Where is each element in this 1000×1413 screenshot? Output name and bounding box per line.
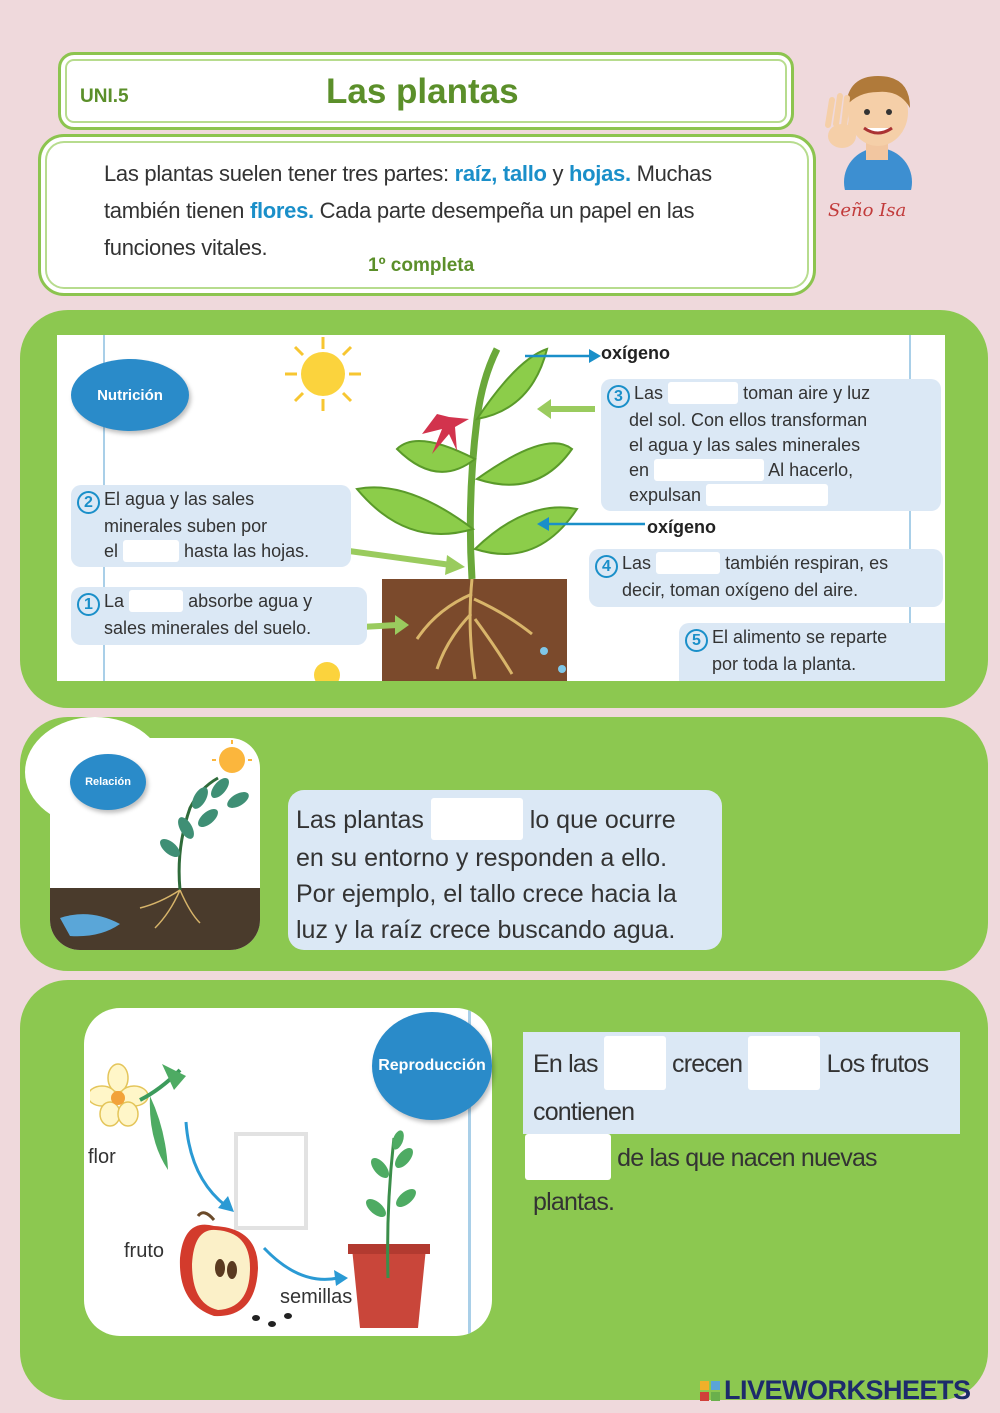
- keyword-hojas: hojas.: [568, 161, 631, 186]
- oxygen-label-mid: oxígeno: [647, 517, 717, 537]
- footer-logo-text: LIVEWORKSHEETS: [724, 1375, 971, 1405]
- step2-number: 2: [77, 491, 100, 514]
- reproduction-label: Reproducción: [372, 1012, 492, 1120]
- reproduction-blank-input-2[interactable]: [748, 1036, 820, 1090]
- oxygen-arrow-mid-icon: [535, 513, 647, 535]
- flower-label: flor: [88, 1146, 116, 1168]
- teacher-waving-icon: [818, 70, 928, 190]
- apple-half-icon: [174, 1208, 264, 1324]
- keyword-flores: flores.: [249, 198, 314, 223]
- arrow-fruit-plant-icon: [260, 1238, 350, 1288]
- complete-label: 1º completa: [368, 255, 475, 276]
- fruit-label: fruto: [124, 1240, 165, 1262]
- reproduction-blank-input-3[interactable]: [525, 1134, 611, 1180]
- step4-number: 4: [595, 555, 618, 578]
- step3-blank-input-2[interactable]: [654, 459, 764, 481]
- step4-bubble: 4 Las también respiran, es decir, toman oxígeno del aire.: [589, 549, 943, 607]
- reproduction-blank-input-1[interactable]: [604, 1036, 666, 1090]
- relation-label: Relación: [70, 754, 146, 810]
- step5-bubble: 5 El alimento se reparte por toda la planta.: [679, 623, 945, 681]
- potted-seedling-icon: [346, 1128, 432, 1328]
- relation-blank-input[interactable]: [431, 798, 523, 840]
- step1-blank-input[interactable]: [129, 590, 183, 612]
- stem-arrow-icon: [347, 543, 467, 577]
- page-title: Las plantas: [326, 72, 519, 111]
- keyword-raiz-tallo: raíz, tallo: [454, 161, 547, 186]
- liveworksheets-logo-icon: [700, 1381, 720, 1401]
- step5-number: 5: [685, 629, 708, 652]
- step2-blank-input[interactable]: [123, 540, 179, 562]
- step4-blank-input[interactable]: [656, 552, 720, 574]
- reproduction-text: En las crecen Los frutos contienen de las que nacen nuevas plantas.: [523, 1032, 960, 1134]
- avatar-caption: Seño Isa: [828, 200, 907, 221]
- unit-label: UNI.5: [80, 86, 129, 107]
- step3-blank-input-1[interactable]: [668, 382, 738, 404]
- step3-number: 3: [607, 385, 630, 408]
- intro-text: Las plantas suelen tener tres partes: raíz, tallo y hojas. Muchas también tienen flores. Cada parte desempeña un papel en las funciones vitales.: [104, 161, 712, 260]
- step1-bubble: 1 La absorbe agua y sales minerales del suelo.: [71, 587, 367, 645]
- oxygen-label-top: oxígeno: [601, 343, 671, 363]
- seeds-icon: [244, 1308, 304, 1330]
- step3-blank-input-3[interactable]: [706, 484, 828, 506]
- relation-text: Las plantas lo que ocurre en su entorno y responden a ello. Por ejemplo, el tallo crece hacia la luz y la raíz crece buscando agua.: [288, 790, 722, 950]
- nutrition-panel: [57, 335, 945, 681]
- flower-branch-icon: [90, 1060, 190, 1200]
- step1-number: 1: [77, 593, 100, 616]
- step3-bubble: 3 Las toman aire y luz del sol. Con ellos transforman el agua y las sales minerales en Al hacerlo, expulsan: [601, 379, 941, 511]
- arrow-flower-fruit-icon: [180, 1118, 240, 1218]
- oxygen-arrow-top-icon: [523, 345, 603, 367]
- seeds-label: semillas: [280, 1286, 353, 1308]
- nutrition-label: Nutrición: [71, 359, 189, 431]
- step2-bubble: 2 El agua y las sales minerales suben por el hasta las hojas.: [71, 485, 351, 567]
- footer-logo: [700, 1375, 971, 1406]
- air-arrow-icon: [535, 397, 597, 421]
